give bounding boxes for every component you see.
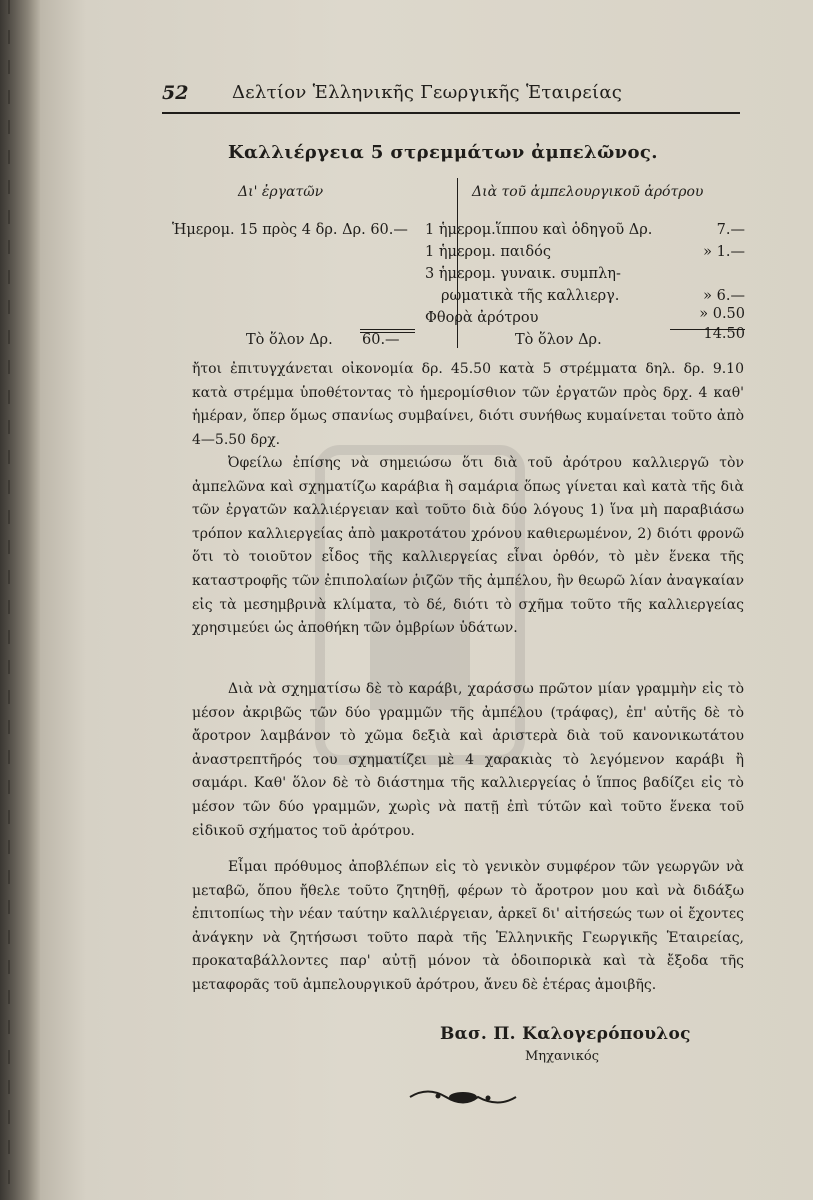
paragraph-savings: ἤτοι ἐπιτυγχάνεται οἰκονομία δρ. 45.50 κατὰ 5 στρέμματα δηλ. δρ. 9.10 κατὰ στρέμμα ὑποθέτοντας τὸ ἡμερομίσθιον τῶν ἐργατῶν πρὸς δρχ. 4 καθ' ἡμέραν, ὅπερ ὅμως σπανίως συμβαίνει, διότι συνήθως κυμαίνεται τοῦτο ἀπὸ 4—5.50 δρχ. (192, 361, 744, 448)
paragraph-offer: Εἶμαι πρόθυμος ἀποβλέπων εἰς τὸ γενικὸν συμφέρον τῶν γεωργῶν νὰ μεταβῶ, ὅπου ἤθελε τοῦτο ζητηθῇ, φέρων τὸ ἄροτρον μου καὶ νὰ διδάξω ἐπιτοπίως τὴν νέαν ταύτην καλλιέργειαν, ἀρκεῖ δι' αἰτήσεώς των οἱ ἔχοντες ἀνάγκην νὰ ζητήσωσι τοῦτο παρὰ τῆς Ἑλληνικῆς Γεωργικῆς Ἑταιρείας, προκαταβάλλοντες παρ' αὐτῇ μόνον τὰ ὁδοιπορικὰ καὶ τὰ ἔξοδα τῆς μεταφορᾶς τοῦ ἀμπελουργικοῦ ἀρότρου, ἄνευ δὲ ἑτέρας ἀμοιβῆς. (192, 859, 744, 993)
right-row-5-text: Φθορὰ ἀρότρου (425, 310, 539, 326)
right-total-value: 14.50 (703, 326, 745, 342)
document-page (40, 0, 813, 1200)
author-title: Μηχανικός (525, 1049, 599, 1064)
right-row-1-amount: 7.— (716, 222, 745, 238)
right-total-label: Τὸ ὅλον Δρ. (515, 332, 602, 348)
right-row-1-text: 1 ἡμερομ.ἵππου καὶ ὁδηγοῦ Δρ. (425, 222, 653, 238)
paragraph-method: Ὀφείλω ἐπίσης νὰ σημειώσω ὅτι διὰ τοῦ ἀρότρου καλλιεργῶ τὸν ἀμπελῶνα καὶ σχηματίζω καράβια ἢ σαμάρια ὅπως γίνεται καὶ κατὰ τῆς διὰ τῶν ἐργατῶν καλλιέργειαν καὶ τοῦτο διὰ δύο λόγους 1) ἵνα μὴ παραβιάσω τρόπον καλλιεργείας ἀπὸ μακροτάτου χρόνου καθιερωμένον, 2) διότι φρονῶ ὅτι τὸ τοιοῦτον εἶδος τῆς καλλιεργείας εἶναι ὀρθόν, τὸ μὲν ἕνεκα τῆς καταστροφῆς τῶν ἐπιπολαίων ῥιζῶν τῆς ἀμπέλου, ἣν θεωρῶ λίαν ἀναγκαίαν εἰς τὰ μεσημβρινὰ κλίματα, τὸ δέ, διότι τὸ σχῆμα τοῦτο τῆς καλλιεργείας χρησιμεύει ὡς ἀποθήκη τῶν ὀμβρίων ὑδάτων. (192, 455, 744, 637)
ornament-divider (408, 1082, 518, 1112)
left-column-heading: Δι' ἐργατῶν (238, 184, 324, 200)
article-title: Καλλιέργεια 5 στρεμμάτων ἀμπελῶνος. (228, 142, 658, 163)
left-total-value: 60.— (362, 332, 400, 348)
right-row-4-amount: » 6.— (703, 288, 745, 304)
left-total-label: Τὸ ὅλον Δρ. (246, 332, 333, 348)
journal-title: Δελτίον Ἑλληνικῆς Γεωργικῆς Ἑταιρείας (232, 82, 623, 103)
right-row-2-text: 1 ἡμερομ. παιδός (425, 244, 551, 260)
page-number: 52 (162, 82, 189, 104)
right-row-4-text: ρωματικὰ τῆς καλλιεργ. (441, 288, 620, 304)
left-total-rule (360, 329, 415, 330)
right-row-3-text: 3 ἡμερομ. γυναικ. συμπλη- (425, 266, 621, 282)
left-row-wages: Ἡμερομ. 15 πρὸς 4 δρ. Δρ. 60.— (172, 222, 408, 238)
right-row-2-amount: » 1.— (703, 244, 745, 260)
paragraph-ridges: Διὰ νὰ σχηματίσω δὲ τὸ καράβι, χαράσσω πρῶτον μίαν γραμμὴν εἰς τὸ μέσον ἀκριβῶς τῶν δύο γραμμῶν τῆς ἀμπέλου (τράφας), ἐπ' αὐτῆς δὲ τὸ ἄροτρον λαμβάνον τὸ χῶμα δεξιὰ καὶ ἀριστερὰ διὰ τοῦ κανονικωτάτου ἀναστρεπτῆρός του σχηματίζει μὲ 4 χαρακιὰς τὸ λεγόμενον καράβι ἢ σαμάρι. Καθ' ὅλον δὲ τὸ διάστημα τῆς καλλιεργείας ὁ ἵππος βαδίζει εἰς τὸ μέσον τῶν δύο γραμμῶν, χωρὶς νὰ πατῇ ἐπὶ τύτῶν καὶ τοῦτο ἕνεκα τοῦ εἰδικοῦ σχήματος τοῦ ἀρότρου. (192, 681, 744, 839)
author-name: Βασ. Π. Καλογερόπουλος (440, 1024, 691, 1044)
right-row-5-amount: » 0.50 (699, 306, 745, 322)
book-spine (0, 0, 40, 1200)
right-column-heading: Διὰ τοῦ ἀμπελουργικοῦ ἀρότρου (472, 184, 704, 200)
running-header (162, 78, 740, 114)
